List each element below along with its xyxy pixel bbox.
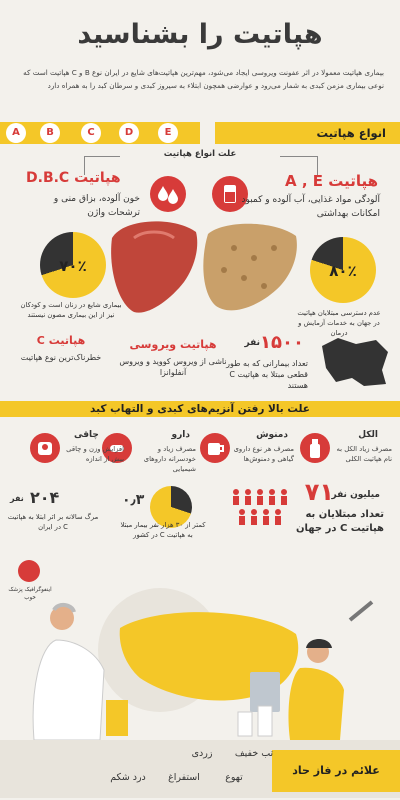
logo-text: اینفوگرافیک پزشک خوب xyxy=(8,587,52,601)
world-text: تعداد مبتلایان به هپاتیت C در جهان xyxy=(296,509,384,534)
letter-b: B xyxy=(40,123,60,143)
deaths-count-unit: نفر xyxy=(10,494,24,503)
bottle-icon xyxy=(300,433,330,463)
kids-percent: ۰٫۳ xyxy=(122,492,145,508)
world-count: ۷۱ xyxy=(304,478,334,506)
symptoms-title: علائم در فاز حاد xyxy=(292,764,380,777)
doctors-liver-illustration xyxy=(0,580,400,740)
cause-alcohol-title: الکل xyxy=(358,430,378,440)
hepatitis-c-text: خطرناک‌ترین نوع هپاتیت xyxy=(20,353,102,362)
letter-d: D xyxy=(119,123,139,143)
intro-paragraph: بیماری هپاتیت معمولا در اثر عفونت ویروسی ایجاد می‌شود، مهم‌ترین هپاتیت‌های شایع در ایران نوع B و C هپاتیت است که نوعی بیماری مزمن کبدی به شمار می‌رود و عوارضی همچون ابتلاء به سیروز کبدی و سرطان کبد را به همراه دارد xyxy=(23,68,384,90)
logo-icon xyxy=(18,560,40,582)
causes-band-label: علت بالا رفتن آنزیم‌های کبدی و التهاب کبد xyxy=(90,403,310,415)
kids-text: کمتر از ۳۰ هزار نفر بیمار مبتلا به هپاتیت C در کشور xyxy=(120,521,206,539)
symptom-fever: تب خفیف xyxy=(234,748,274,759)
ae-note: عدم دسترسی مبتلایان هپاتیت در جهان به خدمات آزمایش و درمان xyxy=(297,309,381,337)
letter-c: C xyxy=(81,123,101,143)
letter-e: E xyxy=(158,123,178,143)
hepatitis-dbc-title: هپاتیت D.B.C xyxy=(26,170,121,186)
symptom-jaundice: زردی xyxy=(191,748,213,759)
types-ribbon-label: انواع هپاتیت xyxy=(316,126,386,140)
cause-drug-title: دارو xyxy=(171,430,190,440)
letter-a: A xyxy=(6,123,26,143)
viral-hepatitis-title: هپاتیت ویروسی xyxy=(129,338,217,351)
cause-obesity-title: چاقی xyxy=(74,430,99,440)
causes-band xyxy=(0,401,400,417)
symptom-vomiting: استفراغ xyxy=(168,772,200,783)
cause-alcohol-text: مصرف زیاد الکل به نام هپاتیت الکلی xyxy=(336,445,392,463)
dbc-percent: ۷۰٪ xyxy=(59,257,87,275)
cause-drug-text: مصرف زیاد و خودسرانه داروهای شیمیایی xyxy=(143,445,196,473)
hepatitis-c-title: هپاتیت C xyxy=(36,334,86,347)
livers-illustration xyxy=(104,208,304,328)
blood-drop-icon xyxy=(150,176,186,212)
ae-percent: ۸۰٪ xyxy=(329,262,357,280)
cause-herbal-text: مصرف هر نوع داروی گیاهی و دمنوش‌ها xyxy=(233,445,294,463)
cup-icon xyxy=(200,433,230,463)
iran-count-unit: نفر xyxy=(244,338,260,348)
dbc-note: بیماری شایع در زنان است و کودکان نیز از این بیماری مصون نیستند xyxy=(20,301,122,319)
types-ribbon xyxy=(215,122,400,144)
viral-hepatitis-text: ناشی از ویروس کووید و ویروس آنفلوانزا xyxy=(119,357,227,377)
symptoms-title-box xyxy=(272,750,400,792)
page-title: هپاتیت را بشناسید xyxy=(77,19,323,50)
deaths-count: ۲۰۴ xyxy=(30,488,60,507)
hepatitis-ae-text: آلودگی مواد غذایی، آب آلوده و کمبود امکانات بهداشتی xyxy=(241,195,380,219)
symptom-abdominal-pain: درد شکم xyxy=(110,772,146,783)
causes-subhead: علت انواع هپاتیت xyxy=(120,149,280,159)
cause-herbal-title: دمنوش xyxy=(256,430,288,440)
hepatitis-ae-title: هپاتیت A , E xyxy=(284,172,378,190)
iran-map-icon xyxy=(316,332,394,392)
world-count-unit: میلیون نفر xyxy=(331,490,380,500)
hepatitis-dbc-text: خون آلوده، بزاق منی و ترشحات واژن xyxy=(53,194,140,218)
symptom-nausea: تهوع xyxy=(225,772,243,783)
iran-count: ۱۵۰۰ xyxy=(260,332,304,353)
deaths-text: مرگ سالانه بر اثر ابتلا به هپاتیت C در ایران xyxy=(7,513,99,531)
iran-text: تعداد بیمارانی که به طور قطعی مبتلا به هپاتیت C هستند xyxy=(226,359,308,390)
cause-obesity-text: افزایش وزن و چاقی بیش از اندازه xyxy=(66,445,124,463)
scale-icon xyxy=(30,433,60,463)
